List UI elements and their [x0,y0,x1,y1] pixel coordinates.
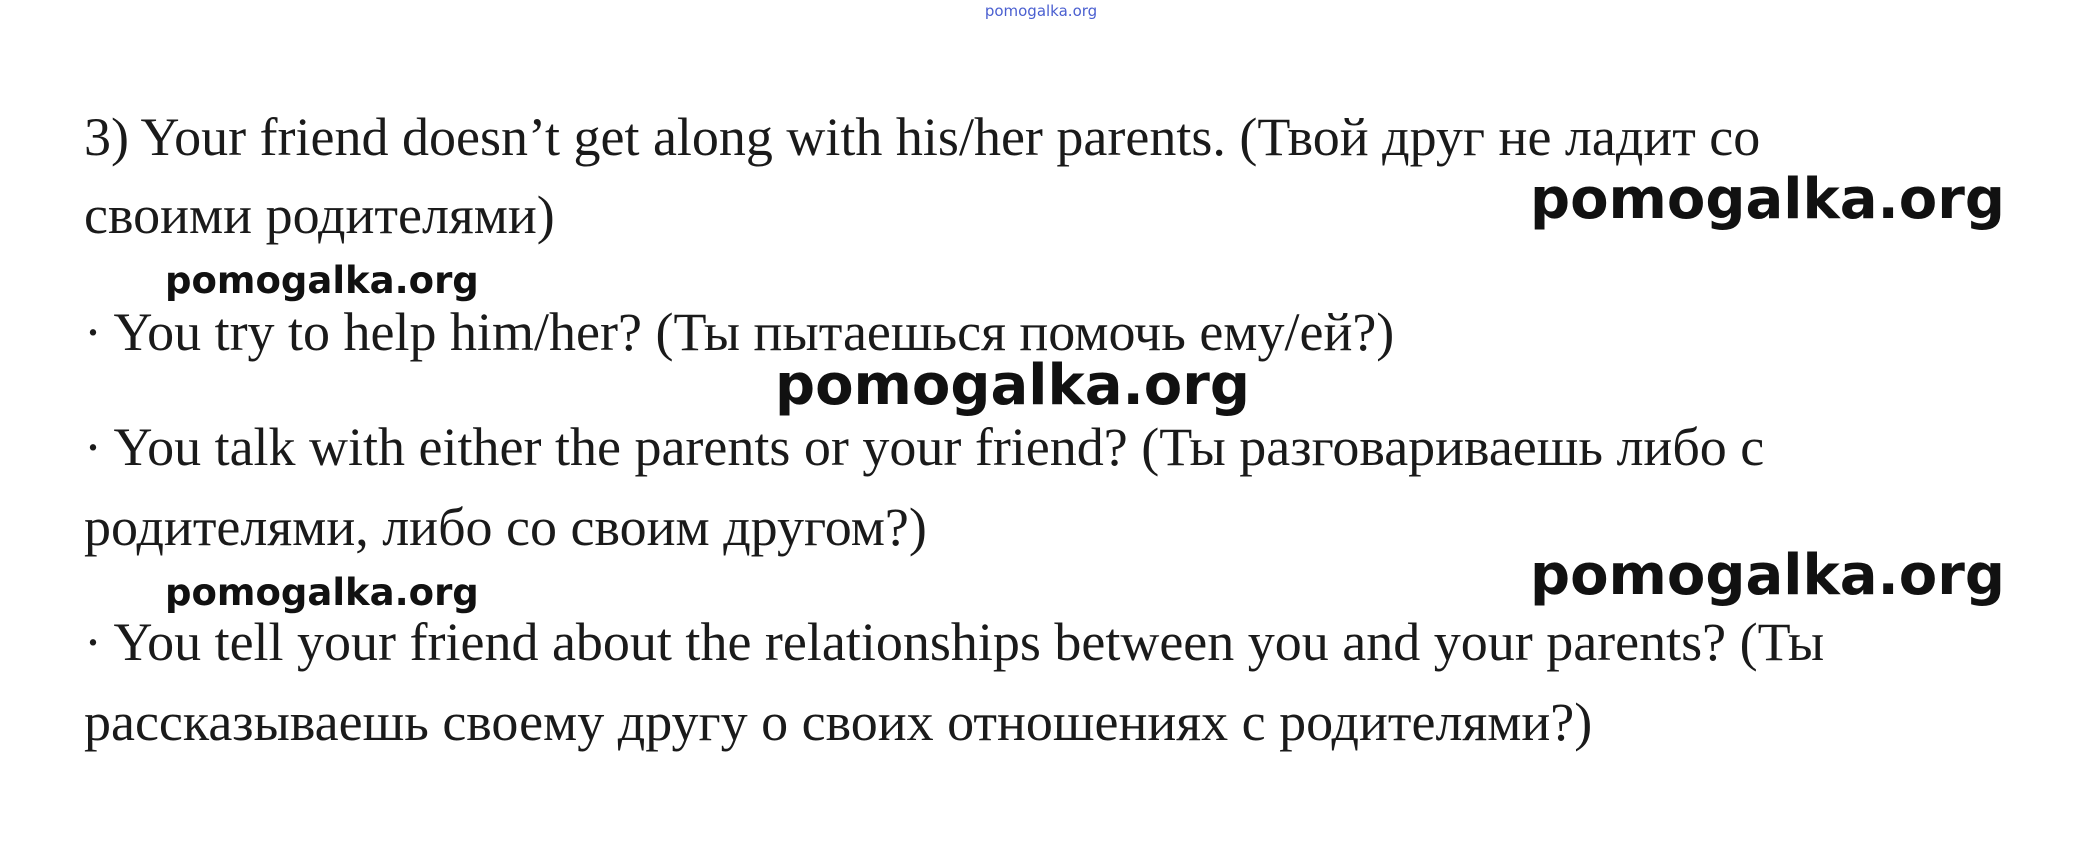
option2-line2: родителями, либо со своим другом?) [84,497,927,557]
watermark-right-bottom: pomogalka.org [1530,543,2005,608]
item3-line2: своими родителями) [84,185,555,245]
option1-line: · You try to help him/her? (Ты пытаешься помочь ему/ей?) [84,302,1395,362]
watermark-right-top: pomogalka.org [1530,167,2005,232]
option3-line1: · You tell your friend about the relationships between you and your parents? (Ты [84,612,1825,672]
site-header-link[interactable]: pomogalka.org [984,2,1098,20]
watermark-left-top: pomogalka.org [165,259,479,302]
option3-line2: рассказываешь своему другу о своих отношениях с родителями?) [84,692,1593,752]
watermark-left-bottom: pomogalka.org [165,571,479,614]
item3-line1: 3) Your friend doesn’t get along with his/her parents. (Твой друг не ладит со [84,107,1761,167]
watermark-center: pomogalka.org [775,353,1250,418]
option2-line1: · You talk with either the parents or your friend? (Ты разговариваешь либо с [84,417,1765,477]
